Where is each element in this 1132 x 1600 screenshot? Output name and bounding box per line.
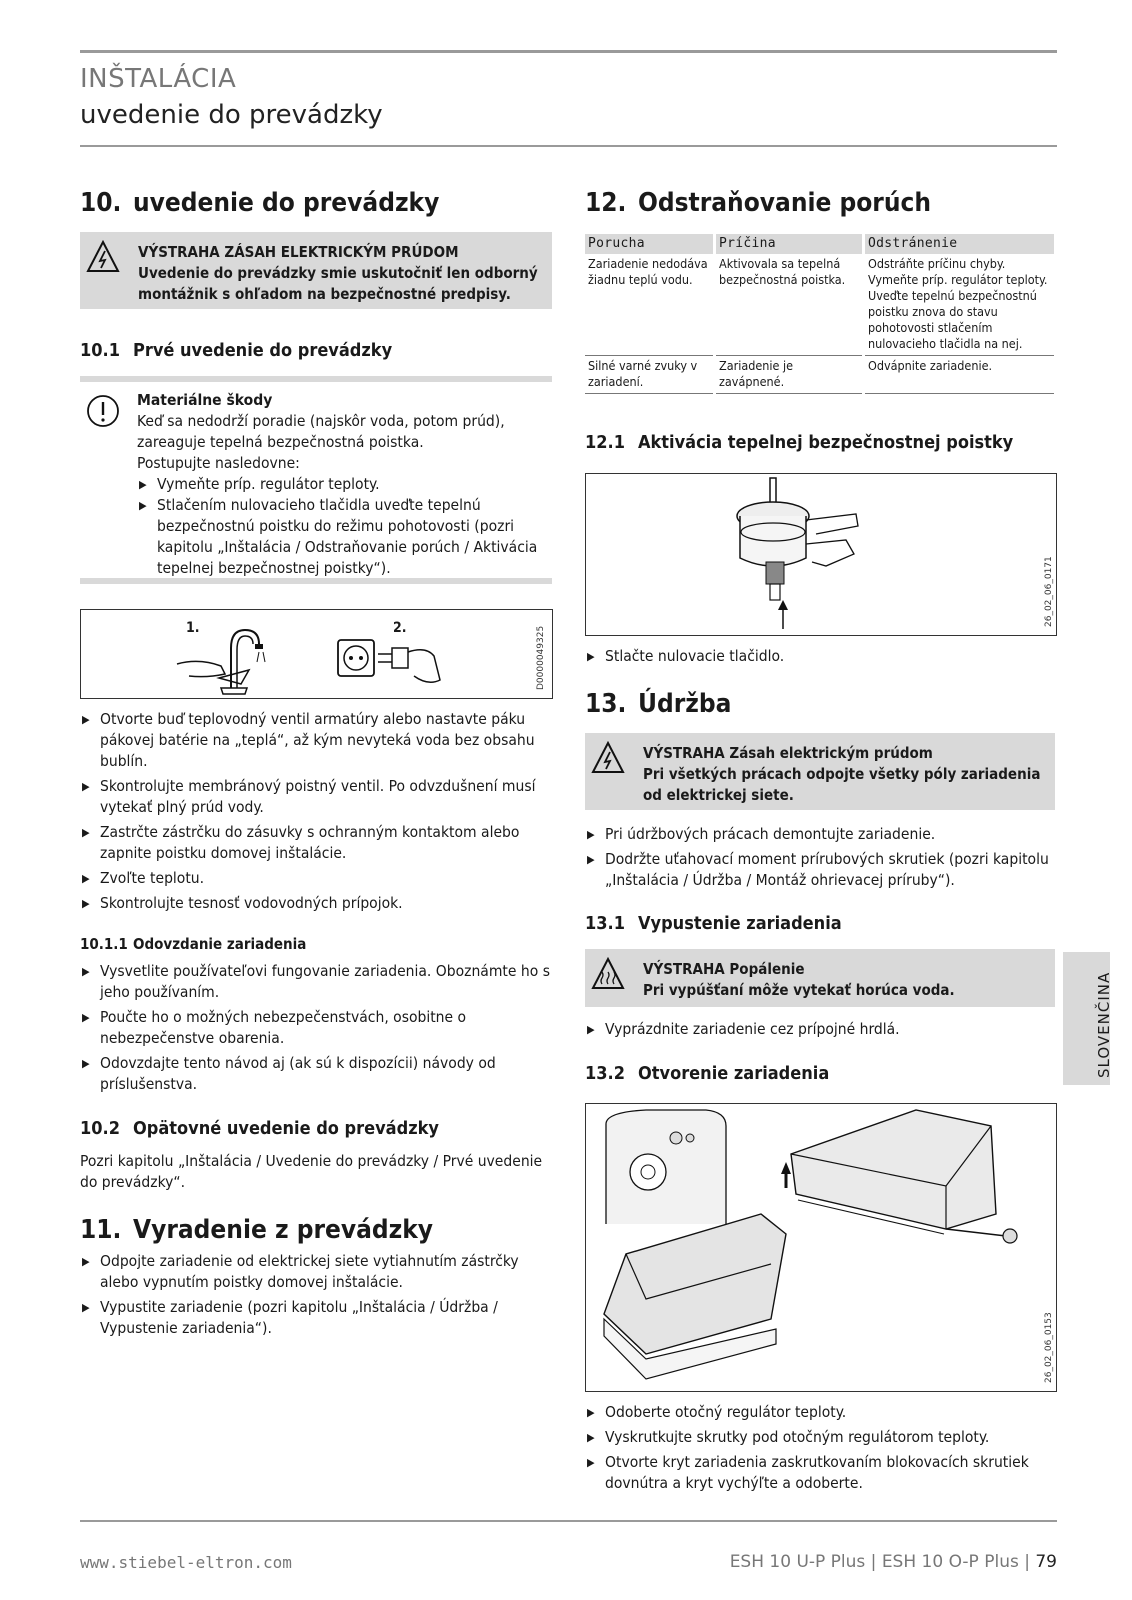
electric-hazard-icon (86, 240, 120, 274)
handover-steps (80, 961, 554, 1099)
warning-text: Uvedenie do prevádzky smie uskutočniť len odborný montážnik s ohľadom na bezpečnostné predpisy. (138, 264, 538, 303)
list-item: ▶ Zvoľte teplotu. (80, 868, 554, 889)
table-cell: Silné varné zvuky v zariadení. (585, 356, 713, 394)
socket-plug-illustration (336, 636, 446, 694)
section-10-1-heading: 10.1 Prvé uvedenie do prevádzky (80, 340, 393, 361)
electric-warning-box-2 (585, 733, 1055, 810)
warning-title: VÝSTRAHA Popálenie (643, 960, 805, 978)
warning-title: VÝSTRAHA Zásah elektrickým prúdom (643, 744, 933, 762)
restart-text: Pozri kapitolu „Inštalácia / Uvedenie do prevádzky / Prvé uvedenie do prevádzky“. (80, 1152, 543, 1191)
figure-step-1-label: 1. (186, 620, 200, 636)
figure-code: 26_02_06_0153 (1044, 1312, 1054, 1383)
footer-website: www.stiebel-eltron.com (80, 1553, 292, 1572)
maintenance-steps (585, 824, 1057, 895)
column-header: Príčina (716, 234, 862, 254)
list-item: ▶ Vyprázdnite zariadenie cez prípojné hrdlá. (585, 1019, 1057, 1040)
open-device-figure (585, 1103, 1057, 1392)
figure-code: 26_02_06_0171 (1044, 556, 1054, 627)
section-11-heading: 11. Vyradenie z prevádzky (80, 1215, 434, 1245)
page-number: 79 (1035, 1552, 1057, 1572)
section-12-1-heading: 12.1 Aktivácia tepelnej bezpečnostnej poistky (585, 432, 1014, 453)
list-item: ▶ Vypustite zariadenie (pozri kapitolu „Inštalácia / Údržba / Vypustenie zariadenia“). (80, 1297, 554, 1339)
list-item: ▶ Skontrolujte tesnosť vodovodných prípojok. (80, 893, 554, 914)
first-start-figure (80, 609, 553, 699)
footer-models-text: ESH 10 U-P Plus | ESH 10 O-P Plus | (729, 1552, 1030, 1572)
header-chapter: INŠTALÁCIA (80, 64, 237, 94)
list-item: ▶ Poučte ho o možných nebezpečenstvách, osobitne o nebezpečenstve obarenia. (80, 1007, 554, 1049)
warning-text: Pri všetkých prácach odpojte všetky póly zariadenia od elektrickej siete. (643, 765, 1041, 804)
safety-cutout-illustration (726, 474, 876, 632)
electric-hazard-icon (591, 741, 625, 775)
table-cell: Zariadenie nedodáva žiadnu teplú vodu. (585, 254, 713, 356)
burn-warning-box (585, 949, 1055, 1007)
column-header: Odstránenie (865, 234, 1054, 254)
header-top-rule (80, 50, 1057, 53)
table-cell: Aktivovala sa tepelná bezpečnostná poistka. (716, 254, 862, 356)
list-item: ▶ Dodržte uťahovací moment prírubových skrutiek (pozri kapitolu „Inštalácia / Údržba / Montáž ohrievacej príruby“). (585, 849, 1057, 891)
header-subtitle: uvedenie do prevádzky (80, 100, 383, 130)
column-header: Porucha (585, 234, 713, 254)
section-13-2-heading: 13.2 Otvorenie zariadenia (585, 1063, 830, 1084)
warning-title: VÝSTRAHA ZÁSAH ELEKTRICKÝM PRÚDOM (138, 243, 459, 261)
list-item: ▶ Vyskrutkujte skrutky pod otočným regulátorom teploty. (585, 1427, 1057, 1448)
list-item: ▶ Odovzdajte tento návod aj (ak sú k dispozícii) návody od príslušenstva. (80, 1053, 554, 1095)
section-10-1-1-heading: 10.1.1 Odovzdanie zariadenia (80, 935, 307, 953)
figure-step-2-label: 2. (393, 620, 407, 636)
header-bottom-rule (80, 145, 1057, 147)
table-cell: Zariadenie je zavápnené. (716, 356, 862, 394)
table-cell: Odvápnite zariadenie. (865, 356, 1054, 394)
list-item: ▶ Odoberte otočný regulátor teploty. (585, 1402, 1057, 1423)
language-tab-label: SLOVENČINA (1095, 971, 1113, 1078)
note-text: Keď sa nedodrží poradie (najskôr voda, potom prúd), zareaguje tepelná bezpečnostná poistka. (137, 412, 505, 451)
exclamation-icon (86, 394, 120, 428)
shutdown-steps (80, 1251, 554, 1343)
electric-warning-box (80, 232, 552, 309)
drain-steps (585, 1019, 1057, 1044)
warning-text: Pri vypúšťaní môže vytekať horúca voda. (643, 981, 955, 999)
table-row (585, 356, 1054, 394)
device-cover-illustration (586, 1104, 1036, 1389)
fault-table (582, 234, 1057, 394)
reset-button-figure (585, 473, 1057, 636)
list-item: ▶ Zastrčte zástrčku do zásuvky s ochranným kontaktom alebo zapnite poistku domovej inštalácie. (80, 822, 554, 864)
section-13-heading: 13. Údržba (585, 689, 732, 719)
faucet-illustration (169, 618, 279, 696)
note-intro: Postupujte nasledovne: (137, 454, 300, 472)
list-item: ▶ Vysvetlite používateľovi fungovanie zariadenia. Oboznámte ho s jeho používaním. (80, 961, 554, 1003)
material-damage-note (80, 376, 552, 584)
figure-code: D0000049325 (536, 625, 546, 690)
footer-models (730, 1552, 1057, 1572)
table-row (585, 254, 1054, 356)
hot-surface-icon (591, 957, 625, 991)
list-item: ▶ Vymeňte príp. regulátor teploty. (137, 474, 548, 495)
language-tab (1063, 952, 1113, 1085)
list-item: ▶ Otvorte buď teplovodný ventil armatúry alebo nastavte páku pákovej batérie na „teplá“, až kým nevyteká voda bez obsahu bublín. (80, 709, 554, 772)
section-12-heading: 12. Odstraňovanie porúch (585, 188, 932, 218)
list-item: ▶ Otvorte kryt zariadenia zaskrutkovaním blokovacích skrutiek dovnútra a kryt vychýľte a odoberte. (585, 1452, 1057, 1494)
list-item: ▶ Skontrolujte membránový poistný ventil. Po odvzdušnení musí vytekať plný prúd vody. (80, 776, 554, 818)
list-item: ▶ Stlačte nulovacie tlačidlo. (585, 646, 1057, 667)
table-cell: Odstráňte príčinu chyby. Vymeňte príp. regulátor teploty. Uveďte tepelnú bezpečnostnú poistku znova do stavu pohotovosti stlačením nulovacieho tlačidla na nej. (865, 254, 1054, 356)
footer-rule (80, 1520, 1057, 1522)
first-start-steps (80, 709, 554, 918)
reset-steps (585, 646, 1057, 671)
list-item: ▶ Stlačením nulovacieho tlačidla uveďte tepelnú bezpečnostnú poistku do režimu pohotovosti (pozri kapitolu „Inštalácia / Odstraňovanie porúch / Aktivácia tepelnej bezpečnostnej poistky“). (137, 495, 548, 579)
section-10-heading: 10. uvedenie do prevádzky (80, 188, 440, 218)
note-title: Materiálne škody (137, 391, 273, 409)
section-10-2-heading: 10.2 Opätovné uvedenie do prevádzky (80, 1118, 439, 1139)
section-13-1-heading: 13.1 Vypustenie zariadenia (585, 913, 842, 934)
open-device-steps (585, 1402, 1057, 1498)
list-item: ▶ Pri údržbových prácach demontujte zariadenie. (585, 824, 1057, 845)
list-item: ▶ Odpojte zariadenie od elektrickej siete vytiahnutím zástrčky alebo vypnutím poistky domovej inštalácie. (80, 1251, 554, 1293)
